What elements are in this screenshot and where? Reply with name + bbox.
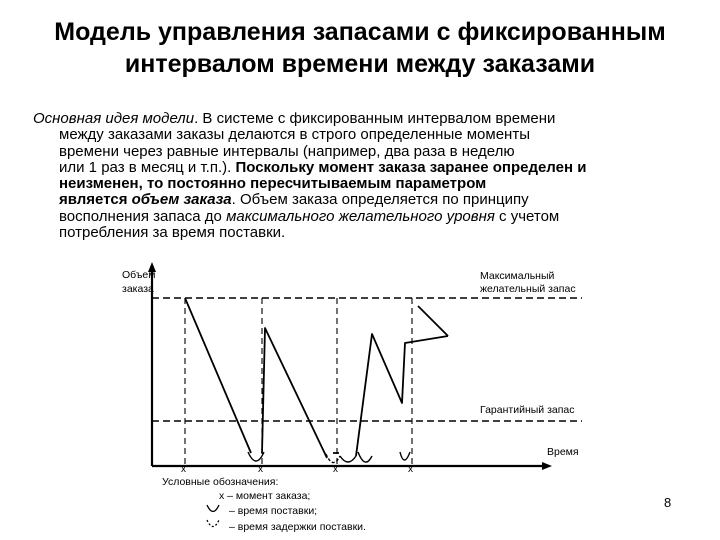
max-level-term: максимального желательного уровня — [226, 207, 495, 225]
stock-sawtooth — [185, 298, 448, 458]
order-mark-4: x — [408, 464, 413, 475]
paragraph-text-4a: или 1 раз в месяц и т.п.). — [59, 158, 236, 176]
delivery-arc-2 — [340, 456, 356, 462]
legend-order-moment: x – момент заказа; — [219, 490, 311, 502]
legend-delay-icon — [207, 520, 219, 527]
paragraph-text-1: . В системе с фиксированным интервалом времени — [194, 110, 556, 127]
paragraph-line-5: неизменен, то постоянно пересчитываемым параметром — [59, 175, 487, 193]
x-axis-label: Время — [547, 446, 579, 458]
order-mark-3: x — [333, 464, 338, 475]
delay-arc-1 — [326, 454, 340, 463]
max-level-label-2: желательный запас — [480, 283, 576, 295]
x-axis-arrow — [542, 462, 552, 470]
model-idea-lead: Основная идея модели — [33, 110, 195, 127]
max-level-label-1: Максимальный — [480, 270, 555, 282]
slide-title-line-1: Модель управления запасами с фиксированным — [54, 18, 666, 46]
order-mark-1: x — [181, 464, 186, 475]
legend-delivery-icon — [207, 505, 219, 512]
slide-title-line-2: интервалом времени между заказами — [124, 50, 596, 78]
safety-level-label: Гарантийный запас — [480, 404, 575, 416]
y-axis-label-2: заказа — [122, 283, 154, 295]
paragraph-text-7c: с учетом — [494, 207, 560, 225]
order-mark-2: x — [258, 464, 263, 475]
paragraph-text-4b: Поскольку момент заказа заранее определен и — [235, 158, 587, 176]
paragraph-text-7a: восполнения запаса до — [59, 207, 227, 225]
paragraph-text-6a: является — [59, 191, 132, 209]
legend-delivery: – время поставки; — [229, 505, 318, 517]
delivery-arc-4 — [400, 452, 410, 460]
paragraph-line-2: между заказами заказы делаются в строго определенные моменты — [59, 126, 530, 144]
legend-title: Условные обозначения: — [162, 476, 279, 488]
legend-delay: – время задержки поставки. — [229, 521, 366, 533]
order-volume-term: объем заказа — [131, 191, 232, 209]
paragraph-line-8: потребления за время поставки. — [59, 224, 286, 242]
paragraph-text-6c: . Объем заказа определяется по принципу — [231, 191, 529, 209]
page-number: 8 — [664, 495, 672, 510]
y-axis-label-1: Объем — [122, 269, 156, 281]
delivery-arc-3 — [358, 452, 372, 462]
paragraph-line-3: времени через равные интервалы (например, два раза в неделю — [59, 142, 515, 160]
